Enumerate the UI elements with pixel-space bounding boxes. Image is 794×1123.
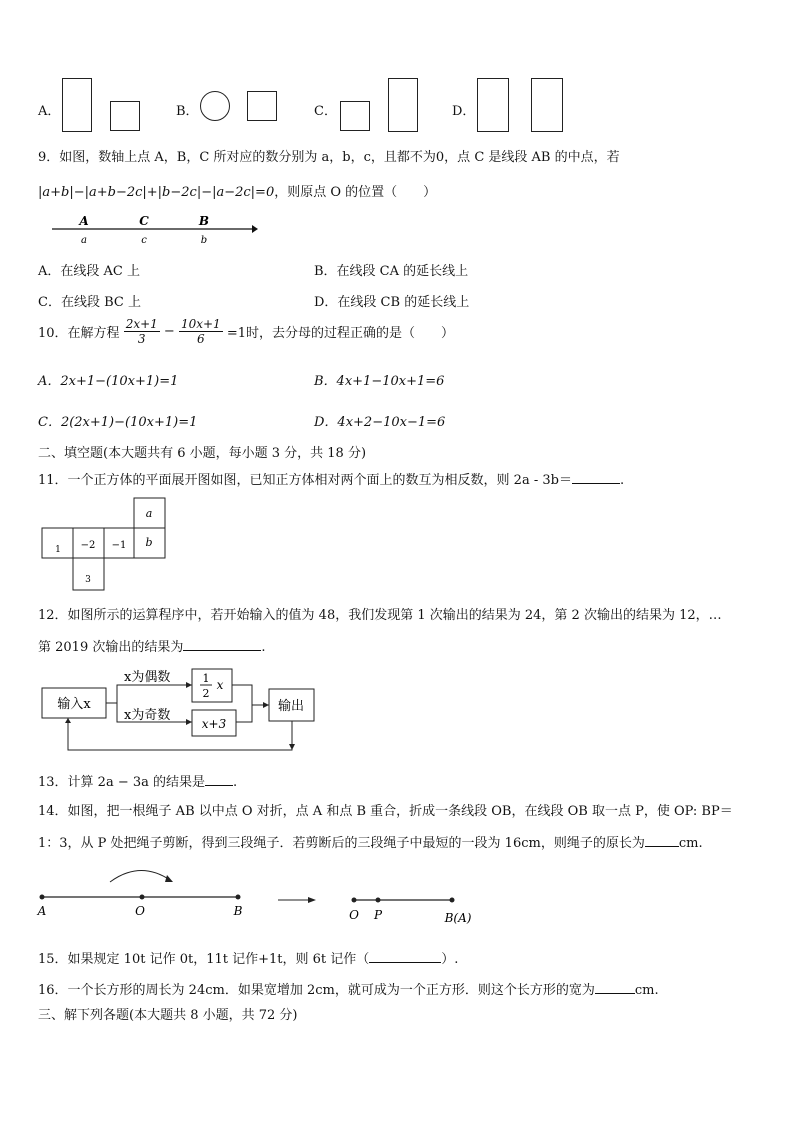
q12-flowchart [40, 664, 320, 758]
q11-stem-text: 11．一个正方体的平面展开图如图，已知正方体相对两个面上的数互为相反数，则 2a - 3b＝ [38, 473, 572, 488]
q9-point-b-label: B [198, 214, 210, 228]
q12-odd-label: x为奇数 [124, 708, 171, 723]
q9-value-a: a [81, 235, 87, 246]
q16-answer-blank [595, 981, 635, 994]
q13-answer-blank [205, 773, 233, 786]
section-2-heading: 二、填空题(本大题共有 6 小题，每小题 3 分，共 18 分) [38, 446, 367, 461]
q13-stem-text: 13．计算 2a − 3a 的结果是 [38, 775, 206, 790]
q12-plus3-box: x+3 [201, 717, 227, 731]
q16-end: cm. [634, 983, 659, 998]
q14-fold-point-ba: B(A) [444, 911, 472, 925]
q10-option-a: A．2x+1−(10x+1)=1 [38, 374, 179, 389]
q12-half-numerator: 1 [202, 672, 210, 685]
q15-stem-text: 15．如果规定 10t 记作 0t，11t 记作+1t，则 6t 记作（ [38, 952, 370, 967]
q12-input-box: 输入x [57, 697, 91, 712]
q9-option-c: C．在线段 BC 上 [38, 295, 141, 310]
q9-stem-line2-text: ，则原点 O 的位置（ ） [274, 185, 437, 200]
q13-end: . [233, 775, 238, 790]
q15-end: ）. [441, 952, 459, 967]
q14-rope-figure [36, 862, 486, 924]
q14-fold-point-o: O [349, 908, 359, 922]
q10-minus: − [163, 324, 175, 339]
q8-option-a-label: A． [38, 104, 61, 119]
q12-stem-line2 [38, 636, 266, 655]
q12-end: . [261, 640, 266, 655]
q14-point-o: O [135, 904, 145, 918]
q10-stem [38, 317, 454, 346]
q14-end: cm. [678, 836, 703, 851]
q10-fraction-1: $\frac{2x+1}{3}$ [125, 317, 158, 346]
q15-answer-blank [369, 950, 441, 963]
q9-point-a-label: A [79, 214, 89, 228]
q9-option-a: A．在线段 AC 上 [38, 264, 140, 279]
q8-option-b-label: B． [176, 104, 199, 119]
q14-point-a: A [37, 904, 47, 918]
q12-half-denominator: 2 [202, 687, 210, 700]
q11-answer-blank [572, 471, 620, 484]
q9-point-c-label: C [139, 214, 149, 228]
q11-cell-a: a [145, 507, 153, 520]
q11-cube-net [40, 496, 170, 592]
q11-cell-b: b [145, 536, 153, 549]
section-3-heading: 三、解下列各题(本大题共 8 小题，共 72 分) [38, 1008, 298, 1023]
q11-cell-neg1: −1 [111, 540, 127, 551]
q9-number-line [48, 212, 258, 248]
q9-value-b: b [200, 235, 208, 246]
q9-formula: |a+b|−|a+b−2c|+|b−2c|−|a−2c|=0 [38, 185, 275, 200]
q14-fold-point-p: P [373, 908, 383, 922]
q14-line2-text: 1：3，从 P 处把绳子剪断，得到三段绳子．若剪断后的三段绳子中最短的一段为 16cm，则绳子的原长为 [38, 836, 645, 851]
q11-cell-neg2: −2 [80, 540, 96, 551]
q10-option-d: D．4x+2−10x−1=6 [314, 415, 446, 430]
q15-stem [38, 948, 458, 967]
q11-cell-1: 1 [55, 545, 61, 555]
q14-stem-line2 [38, 832, 703, 851]
q8-option-c-label: C． [314, 104, 337, 119]
q12-output-box: 输出 [277, 699, 305, 714]
q14-stem-line1: 14．如图，把一根绳子 AB 以中点 O 对折，点 A 和点 B 重合，折成一条线段 OB，在线段 OB 取一点 P，使 OP: BP＝ [38, 804, 733, 819]
q14-answer-blank [645, 834, 679, 847]
q14-point-b: B [233, 904, 243, 918]
q13-stem [38, 771, 237, 790]
q9-stem-line2 [38, 181, 436, 200]
q11-cell-3: 3 [85, 575, 91, 585]
q8-option-d-label: D． [452, 104, 476, 119]
q10-suffix: =1时，去分母的过程正确的是（ ） [226, 326, 455, 341]
q16-stem-text: 16．一个长方形的周长为 24cm．如果宽增加 2cm，就可成为一个正方形．则这个长方形的宽为 [38, 983, 595, 998]
q12-answer-blank [183, 638, 261, 651]
q9-stem-line1: 9．如图，数轴上点 A，B，C 所对应的数分别为 a，b，c，且都不为0，点 C 是线段 AB 的中点，若 [38, 150, 620, 165]
q10-option-b: B．4x+1−10x+1=6 [314, 374, 445, 389]
q16-stem [38, 979, 659, 998]
q10-fraction-2: $\frac{10x+1}{6}$ [180, 317, 221, 346]
q9-option-d: D．在线段 CB 的延长线上 [314, 295, 470, 310]
q9-value-c: c [141, 235, 147, 246]
q9-option-b: B．在线段 CA 的延长线上 [314, 264, 469, 279]
q12-half-variable: x [216, 678, 224, 692]
q12-stem-line1: 12．如图所示的运算程序中，若开始输入的值为 48，我们发现第 1 次输出的结果为 24，第 2 次输出的结果为 12，… [38, 608, 722, 623]
q10-prefix: 10．在解方程 [38, 326, 120, 341]
q10-option-c: C．2(2x+1)−(10x+1)=1 [38, 415, 198, 430]
q12-even-label: x为偶数 [124, 670, 171, 685]
q11-stem [38, 469, 624, 488]
q11-end: . [619, 473, 625, 488]
q12-line2-text: 第 2019 次输出的结果为 [38, 640, 184, 655]
